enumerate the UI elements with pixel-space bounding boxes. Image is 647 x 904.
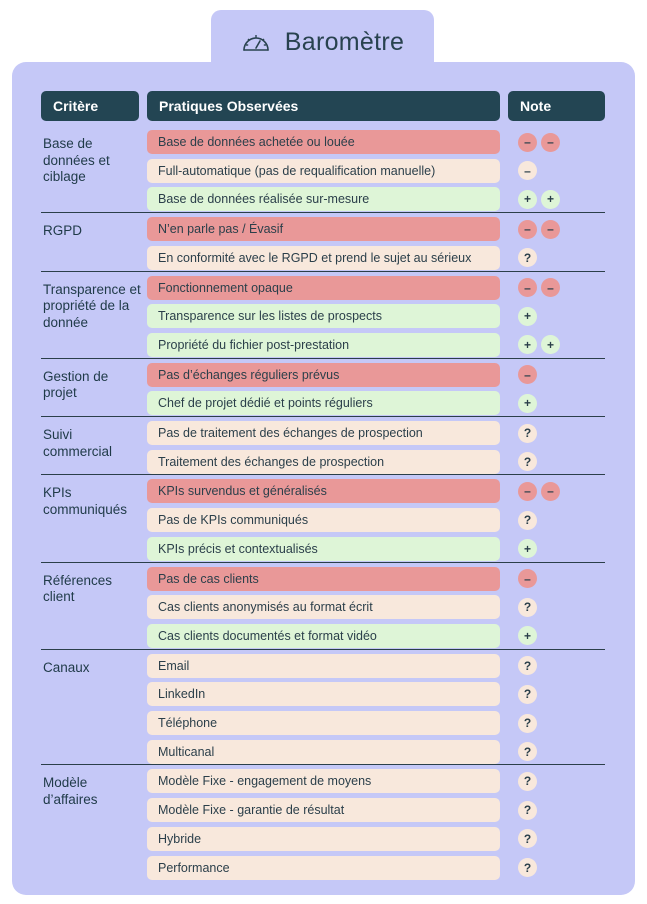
minus-badge: – [518, 365, 537, 384]
practice-item: Base de données achetée ou louée [147, 130, 500, 154]
group-separator [41, 416, 605, 417]
practice-item: Base de données réalisée sur-mesure [147, 187, 500, 211]
criterion-label: Canaux [43, 659, 90, 675]
minus-badge: – [541, 278, 560, 297]
minus-badge: – [541, 220, 560, 239]
criterion-label: Gestion de projet [43, 368, 109, 401]
group-separator [41, 649, 605, 650]
criterion-label: Suivi commercial [43, 427, 113, 459]
minus-badge: – [541, 482, 560, 501]
practice-item: En conformité avec le RGPD et prend le sujet au sérieux [147, 246, 500, 270]
column-header-practices: Pratiques Observées [147, 91, 500, 121]
group-separator [41, 212, 605, 213]
plus-badge: + [541, 335, 560, 354]
practice-item: KPIs survendus et généralisés [147, 479, 500, 503]
plus-badge: + [518, 307, 537, 326]
group-separator [41, 271, 605, 272]
practice-item: Full-automatique (pas de requalification manuelle) [147, 159, 500, 183]
plus-badge: + [518, 626, 537, 645]
group-separator [41, 358, 605, 359]
practice-item: Modèle Fixe - garantie de résultat [147, 798, 500, 822]
question-badge: ? [518, 772, 537, 791]
criterion-label: RGPD [43, 223, 83, 239]
practice-item: Modèle Fixe - engagement de moyens [147, 769, 500, 793]
practice-item: Cas clients anonymisés au format écrit [147, 595, 500, 619]
plus-badge: + [541, 190, 560, 209]
criterion-label: Base de données et ciblage [43, 136, 110, 184]
question-badge: ? [518, 511, 537, 530]
practice-item: LinkedIn [147, 682, 500, 706]
question-badge: ? [518, 656, 537, 675]
question-badge: ? [518, 714, 537, 733]
criterion-label: KPIs communiqués [43, 485, 128, 517]
practice-item: Cas clients documentés et format vidéo [147, 624, 500, 648]
minus-badge: – [541, 133, 560, 152]
group-separator [41, 474, 605, 475]
minus-badge: – [518, 482, 537, 501]
plus-badge: + [518, 335, 537, 354]
column-header-note: Note [508, 91, 605, 121]
question-badge: ? [518, 829, 537, 848]
practice-item: Pas de cas clients [147, 567, 500, 591]
question-badge: ? [518, 248, 537, 267]
question-badge: ? [518, 742, 537, 761]
minus-badge: – [518, 569, 537, 588]
practice-item: Performance [147, 856, 500, 880]
minus-badge: – [518, 220, 537, 239]
question-badge: ? [518, 685, 537, 704]
minus-badge: – [518, 133, 537, 152]
practice-item: Traitement des échanges de prospection [147, 450, 500, 474]
page-title: Baromètre [284, 27, 405, 56]
practice-item: N’en parle pas / Évasif [147, 217, 500, 241]
question-badge: ? [518, 858, 537, 877]
practice-item: KPIs précis et contextualisés [147, 537, 500, 561]
practice-item: Transparence sur les listes de prospects [147, 304, 500, 328]
practice-item: Propriété du fichier post-prestation [147, 333, 500, 357]
column-header-criterion: Critère [41, 91, 139, 121]
plus-badge: + [518, 394, 537, 413]
practice-item: Fonctionnement opaque [147, 276, 500, 300]
plus-badge: + [518, 539, 537, 558]
minus-badge: – [518, 161, 537, 180]
question-badge: ? [518, 598, 537, 617]
criterion-label: Références client [43, 572, 113, 604]
minus-badge: – [518, 278, 537, 297]
question-badge: ? [518, 452, 537, 471]
criterion-label: Modèle d’affaires [43, 775, 98, 807]
practice-item: Téléphone [147, 711, 500, 735]
practice-item: Hybride [147, 827, 500, 851]
plus-badge: + [518, 190, 537, 209]
group-separator [41, 764, 605, 765]
criterion-label: Transparence et propriété de la donnée [43, 281, 141, 330]
practice-item: Email [147, 654, 500, 678]
question-badge: ? [518, 801, 537, 820]
practice-item: Pas de KPIs communiqués [147, 508, 500, 532]
practice-item: Multicanal [147, 740, 500, 764]
group-separator [41, 562, 605, 563]
practice-item: Pas de traitement des échanges de prospection [147, 421, 500, 445]
practice-item: Chef de projet dédié et points réguliers [147, 391, 500, 415]
practice-item: Pas d’échanges réguliers prévus [147, 363, 500, 387]
question-badge: ? [518, 424, 537, 443]
